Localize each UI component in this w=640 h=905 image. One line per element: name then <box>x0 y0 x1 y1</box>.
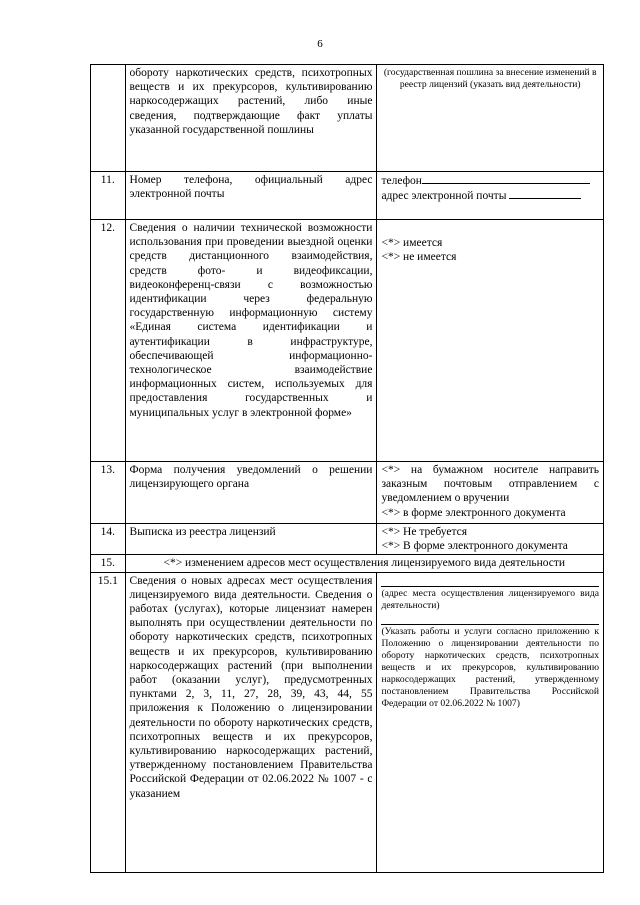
table-row-11 <box>91 172 604 220</box>
row-value-cell <box>377 65 604 172</box>
row-label-cell <box>125 65 377 172</box>
contact-fields <box>377 172 604 220</box>
row-number: 15.1 <box>91 572 126 872</box>
address-hint: (адрес места осуществления лицензируемого вида деятельности) <box>381 587 599 611</box>
row-options <box>377 524 604 555</box>
table-row-15 <box>91 555 604 572</box>
email-label: адрес электронной почты <box>381 190 507 203</box>
address-input-line[interactable] <box>381 574 599 587</box>
option-electronic[interactable]: <*> в форме электронного документа <box>381 506 566 519</box>
table-row-10 <box>91 65 604 172</box>
row-label: Номер телефона, официальный адрес электронной почты <box>125 172 377 220</box>
row-number: 15. <box>91 555 126 572</box>
option-not-available[interactable]: <*> не имеется <box>381 251 457 264</box>
row-label: обороту наркотических средств, психотропных веществ и их прекурсоров, культивированию наркосодержащих растений, либо иные сведения, подтверждающие факт уплаты указанной государственной пошлины <box>129 67 373 136</box>
row-number-cell <box>91 65 126 172</box>
works-input-line[interactable] <box>381 612 599 625</box>
option-not-required[interactable]: <*> Не требуется <box>381 526 468 538</box>
option-paper[interactable]: <*> на бумажном носителе направить заказным почтовым отправлением с уведомлением о вручении <box>381 464 599 505</box>
row-number: 12. <box>91 220 126 462</box>
row-label: Выписка из реестра лицензий <box>125 524 377 555</box>
works-hint: (Указать работы и услуги согласно приложению к Положению о лицензировании деятельности по обороту наркотических средств, психотропных веществ и их прекурсоров, культивированию наркосодержащих растений, утвержденному постановлением Правительства Российской Федерации от 02.06.2022 № 1007) <box>381 625 599 709</box>
row-number: 14. <box>91 524 126 555</box>
option-available[interactable]: <*> имеется <box>381 237 443 249</box>
table-row-15-1 <box>91 572 604 872</box>
row-label: Сведения о наличии технической возможности использования при проведении выездной оценки средств дистанционного взаимодействия, средств фото- и видеофиксации, видеоконференц-связи с возможностью идентификации через федеральную государственную информационную систему «Единая система идентификации и аутентификации в инфраструктуре, обеспечивающей информационно-технологическое взаимодействие информационных систем, используемых для предоставления государственных и муниципальных услуг в электронной форме» <box>125 220 377 462</box>
email-field[interactable] <box>381 188 599 203</box>
table-row-14 <box>91 524 604 555</box>
row-options <box>377 220 604 462</box>
table-row-12 <box>91 220 604 462</box>
row-label: Форма получения уведомлений о решении лицензирующего органа <box>125 462 377 524</box>
phone-field[interactable] <box>381 173 599 188</box>
row-options <box>377 462 604 524</box>
table-row-13 <box>91 462 604 524</box>
state-fee-hint: (государственная пошлина за внесение изменений в реестр лицензий (указать вид деятельности) <box>383 67 597 90</box>
phone-label: телефон <box>381 175 422 187</box>
row-fields <box>377 572 604 872</box>
row-number: 13. <box>91 462 126 524</box>
row-label: Сведения о новых адресах мест осуществления лицензируемого вида деятельности. Сведения о работах (услугах), которые лицензиат намерен выполнять при осуществлении деятельности по обороту наркотических средств, психотропных веществ и их прекурсоров, культивированию наркосодержащих растений (при выполнении работ (оказании услуг), предусмотренных пунктами 2, 3, 11, 27, 28, 39, 43, 44, 55 приложения к Положению о лицензировании деятельности по обороту наркотических средств, психотропных веществ и их прекурсоров, культивированию наркосодержащих растений, утвержденному постановлением Правительства Российской Федерации от 02.06.2022 № 1007 - с указанием <box>125 572 377 872</box>
address-change-option[interactable]: <*> изменением адресов мест осуществления лицензируемого вида деятельности <box>125 555 603 572</box>
application-table <box>90 64 604 873</box>
page-number: 6 <box>317 38 323 50</box>
row-number: 11. <box>91 172 126 220</box>
option-electronic[interactable]: <*> В форме электронного документа <box>381 540 568 553</box>
